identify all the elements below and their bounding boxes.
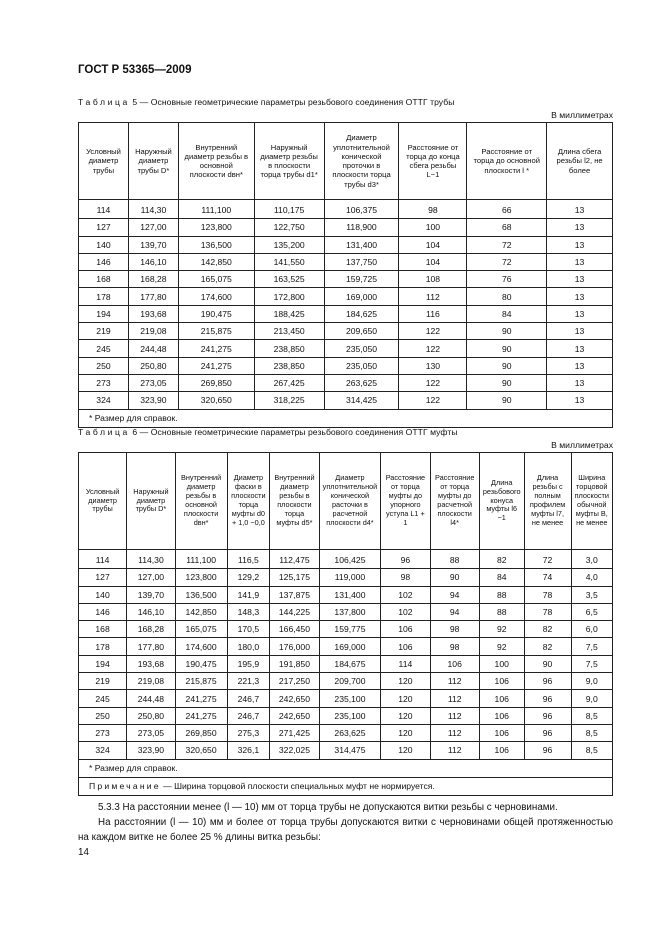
table-cell: 88: [479, 586, 524, 603]
table-cell: 90: [467, 392, 547, 409]
table-cell: 106: [430, 655, 479, 672]
table-cell: 219: [79, 323, 129, 340]
table-cell: 112: [430, 742, 479, 759]
table-cell: 146,10: [127, 603, 176, 620]
table-cell: 112: [430, 673, 479, 690]
note-label: Примечание: [89, 781, 161, 792]
table-cell: 13: [547, 200, 613, 219]
table-row: [79, 323, 613, 340]
table-cell: 322,025: [270, 742, 319, 759]
column-header: Внутренний диаметр резьбы в основной плоскости dвн*: [178, 123, 254, 200]
table-cell: 326,1: [227, 742, 270, 759]
table-cell: 242,650: [270, 707, 319, 724]
table-cell: 273,05: [127, 724, 176, 741]
table-row: [79, 288, 613, 305]
table-row: [79, 305, 613, 322]
table-cell: 320,650: [175, 742, 227, 759]
table-cell: 110,175: [254, 200, 324, 219]
table-cell: 13: [547, 219, 613, 236]
table-cell: 177,80: [128, 288, 178, 305]
table-cell: 131,400: [324, 236, 399, 253]
table5-unit: В миллиметрах: [551, 110, 613, 120]
table-cell: 122: [399, 392, 467, 409]
table-cell: 13: [547, 340, 613, 357]
table-cell: 195,9: [227, 655, 270, 672]
table-cell: 96: [524, 742, 571, 759]
table-cell: 100: [399, 219, 467, 236]
table-cell: 324: [79, 742, 127, 759]
table-cell: 170,5: [227, 621, 270, 638]
table-cell: 168,28: [128, 271, 178, 288]
table-cell: 142,850: [178, 253, 254, 270]
table5-caption: [78, 97, 454, 107]
table-row: [79, 219, 613, 236]
table-cell: 159,725: [324, 271, 399, 288]
column-header: Расстояние от торца до конца сбега резьбы L−1: [399, 123, 467, 200]
table-cell: 190,475: [175, 655, 227, 672]
column-header: Условный диаметр трубы: [79, 453, 127, 550]
table-row: [79, 673, 613, 690]
column-header: Длина сбега резьбы l2, не более: [547, 123, 613, 200]
table-cell: 136,500: [178, 236, 254, 253]
paragraph-5-3-3: 5.3.3 На расстоянии менее (l — 10) мм от торца трубы не допускаются витки резьбы с черновинами.: [98, 802, 558, 813]
table-cell: 119,000: [319, 569, 381, 586]
table-cell: 72: [467, 253, 547, 270]
table-cell: 98: [399, 200, 467, 219]
table-cell: 116,5: [227, 550, 270, 569]
table-cell: 94: [430, 586, 479, 603]
table-row: [79, 271, 613, 288]
table-cell: 122: [399, 340, 467, 357]
column-header: Расстояние от торца муфты до расчетной плоскости l4*: [430, 453, 479, 550]
table-row: [79, 569, 613, 586]
table-cell: 135,200: [254, 236, 324, 253]
table-cell: 106: [479, 690, 524, 707]
table-cell: 6,5: [571, 603, 612, 620]
table-cell: 148,3: [227, 603, 270, 620]
table-cell: 98: [381, 569, 430, 586]
table-cell: 244,48: [127, 690, 176, 707]
table-cell: 318,225: [254, 392, 324, 409]
page-number: 14: [78, 847, 89, 858]
table-cell: 90: [467, 374, 547, 391]
table-row: [79, 603, 613, 620]
table-cell: 106: [479, 673, 524, 690]
table-cell: 263,625: [324, 374, 399, 391]
table-row: [79, 392, 613, 409]
table-cell: 78: [524, 603, 571, 620]
table-cell: 100: [479, 655, 524, 672]
table-cell: 323,90: [127, 742, 176, 759]
table-cell: 92: [479, 638, 524, 655]
table-cell: 90: [467, 357, 547, 374]
table-cell: 174,600: [175, 638, 227, 655]
table-cell: 120: [381, 724, 430, 741]
table-row: [79, 638, 613, 655]
table-cell: 114: [381, 655, 430, 672]
table-cell: 178: [79, 288, 129, 305]
table-cell: 106,425: [319, 550, 381, 569]
table-cell: 111,100: [175, 550, 227, 569]
table5-footnote: * Размер для справок.: [79, 409, 613, 427]
table-cell: 66: [467, 200, 547, 219]
table-cell: 116: [399, 305, 467, 322]
table6-number: 6: [132, 427, 138, 437]
table-cell: 102: [381, 586, 430, 603]
table-cell: 139,70: [128, 236, 178, 253]
table-cell: 7,5: [571, 638, 612, 655]
table-cell: 111,100: [178, 200, 254, 219]
table5-header-row: [79, 123, 613, 200]
table-cell: 215,875: [178, 323, 254, 340]
table-cell: 219,08: [127, 673, 176, 690]
table-cell: 267,425: [254, 374, 324, 391]
table-cell: 273: [79, 724, 127, 741]
column-header: Диаметр уплотнительной конической расточки в расчетной плоскости d4*: [319, 453, 381, 550]
table-row: [79, 655, 613, 672]
table-cell: 241,275: [178, 357, 254, 374]
table-cell: 82: [479, 550, 524, 569]
table-cell: 13: [547, 305, 613, 322]
table-cell: 166,450: [270, 621, 319, 638]
table-cell: 122: [399, 374, 467, 391]
table-row: [79, 200, 613, 219]
table-cell: 114,30: [128, 200, 178, 219]
table-cell: 314,475: [319, 742, 381, 759]
table6-body: [79, 550, 613, 796]
table-cell: 142,850: [175, 603, 227, 620]
table-cell: 8,5: [571, 707, 612, 724]
table-cell: 3,0: [571, 550, 612, 569]
column-header: Наружный диаметр трубы D*: [127, 453, 176, 550]
table-row: [79, 724, 613, 741]
note-text: — Ширина торцовой плоскости специальных муфт не нормируется.: [163, 781, 435, 792]
table-cell: 127,00: [127, 569, 176, 586]
table-cell: 169,000: [324, 288, 399, 305]
table-cell: 188,425: [254, 305, 324, 322]
table5-title: — Основные геометрические параметры резьбового соединения ОТТГ трубы: [139, 97, 455, 107]
table-cell: 96: [524, 724, 571, 741]
table6-footnote: * Размер для справок.: [79, 759, 613, 777]
table-cell: 269,850: [178, 374, 254, 391]
table-row: [79, 586, 613, 603]
table-cell: 106: [381, 638, 430, 655]
table-cell: 123,800: [175, 569, 227, 586]
table-cell: 104: [399, 253, 467, 270]
table-cell: 96: [524, 707, 571, 724]
table-cell: 82: [524, 638, 571, 655]
table-cell: 120: [381, 742, 430, 759]
table-cell: 250,80: [128, 357, 178, 374]
table-cell: 168: [79, 621, 127, 638]
table-cell: 78: [524, 586, 571, 603]
table-cell: 9,0: [571, 690, 612, 707]
table-cell: 314,425: [324, 392, 399, 409]
table-cell: 241,275: [175, 690, 227, 707]
table-cell: 140: [79, 236, 129, 253]
table-cell: 123,800: [178, 219, 254, 236]
table-cell: 114: [79, 550, 127, 569]
table-cell: 114: [79, 200, 129, 219]
table-cell: 122: [399, 323, 467, 340]
table-cell: 68: [467, 219, 547, 236]
table-cell: 235,050: [324, 357, 399, 374]
table-cell: 108: [399, 271, 467, 288]
table-cell: 246,7: [227, 690, 270, 707]
table-row: [79, 340, 613, 357]
table-row: [79, 707, 613, 724]
table-row: [79, 742, 613, 759]
table-cell: 184,625: [324, 305, 399, 322]
table-cell: 213,450: [254, 323, 324, 340]
table-cell: 324: [79, 392, 129, 409]
table-cell: 137,750: [324, 253, 399, 270]
table-cell: 114,30: [127, 550, 176, 569]
table-cell: 139,70: [127, 586, 176, 603]
table-cell: 275,3: [227, 724, 270, 741]
table6-title: — Основные геометрические параметры резьбового соединения ОТТГ муфты: [139, 427, 458, 437]
document-code: ГОСТ Р 53365—2009: [78, 64, 192, 76]
table-cell: 215,875: [175, 673, 227, 690]
column-header: Расстояние от торца муфты до упорного уступа L1 + 1: [381, 453, 430, 550]
table-cell: 219,08: [128, 323, 178, 340]
table-cell: 112: [430, 690, 479, 707]
table-cell: 92: [479, 621, 524, 638]
column-header: Диаметр уплотнительной конической проточки в плоскости торца трубы d3*: [324, 123, 399, 200]
table-row: [79, 690, 613, 707]
table-cell: 165,075: [178, 271, 254, 288]
table-cell: 131,400: [319, 586, 381, 603]
table-cell: 146: [79, 603, 127, 620]
table-cell: 217,250: [270, 673, 319, 690]
column-header: Длина резьбы с полным профилем муфты l7, не менее: [524, 453, 571, 550]
table-cell: 235,100: [319, 690, 381, 707]
table-cell: 98: [430, 638, 479, 655]
table-cell: 141,550: [254, 253, 324, 270]
table-cell: 136,500: [175, 586, 227, 603]
table-cell: 72: [467, 236, 547, 253]
table-cell: 273,05: [128, 374, 178, 391]
table-cell: 241,275: [175, 707, 227, 724]
table-cell: 120: [381, 673, 430, 690]
table-cell: 112: [399, 288, 467, 305]
table-cell: 219: [79, 673, 127, 690]
table-cell: 8,5: [571, 724, 612, 741]
table-cell: 7,5: [571, 655, 612, 672]
table-cell: 191,850: [270, 655, 319, 672]
table-row: [79, 253, 613, 270]
table-cell: 106: [479, 742, 524, 759]
table-cell: 146: [79, 253, 129, 270]
table-cell: 88: [479, 603, 524, 620]
table5-label: Таблица: [78, 97, 130, 107]
table-cell: 98: [430, 621, 479, 638]
table-cell: 169,000: [319, 638, 381, 655]
table-cell: 13: [547, 357, 613, 374]
table-cell: 242,650: [270, 690, 319, 707]
table-cell: 112: [430, 707, 479, 724]
table-cell: 238,850: [254, 340, 324, 357]
table-row: [79, 236, 613, 253]
table-cell: 74: [524, 569, 571, 586]
table-cell: 127,00: [128, 219, 178, 236]
table-cell: 245: [79, 690, 127, 707]
table-cell: 140: [79, 586, 127, 603]
table-cell: 168,28: [127, 621, 176, 638]
table-cell: 174,600: [178, 288, 254, 305]
table-cell: 120: [381, 707, 430, 724]
table-cell: 168: [79, 271, 129, 288]
table-cell: 90: [430, 569, 479, 586]
column-header: Расстояние от торца до основной плоскости l *: [467, 123, 547, 200]
table-cell: 241,275: [178, 340, 254, 357]
column-header: Ширина торцовой плоскости обычной муфты B, не менее: [571, 453, 612, 550]
column-header: Внутренний диаметр резьбы в плоскости торца муфты d5*: [270, 453, 319, 550]
table-cell: 104: [399, 236, 467, 253]
table-cell: 269,850: [175, 724, 227, 741]
table-row: [79, 357, 613, 374]
table-cell: 320,650: [178, 392, 254, 409]
table-cell: 193,68: [128, 305, 178, 322]
table-cell: 245: [79, 340, 129, 357]
table-cell: 13: [547, 253, 613, 270]
table-cell: 141,9: [227, 586, 270, 603]
table-cell: 94: [430, 603, 479, 620]
table-cell: 146,10: [128, 253, 178, 270]
table6-note: [79, 777, 613, 795]
table-cell: 80: [467, 288, 547, 305]
table-cell: 193,68: [127, 655, 176, 672]
table-cell: 144,225: [270, 603, 319, 620]
table-cell: 176,000: [270, 638, 319, 655]
table6-caption: [78, 427, 458, 437]
column-header: Длина резьбового конуса муфты l6 −1: [479, 453, 524, 550]
table-cell: 137,875: [270, 586, 319, 603]
table5: [78, 122, 613, 428]
table-cell: 106: [479, 707, 524, 724]
table-cell: 221,3: [227, 673, 270, 690]
table-cell: 88: [430, 550, 479, 569]
table-cell: 122,750: [254, 219, 324, 236]
column-header: Внутренний диаметр резьбы в основной плоскости dвн*: [175, 453, 227, 550]
table-cell: 13: [547, 392, 613, 409]
table-cell: 184,675: [319, 655, 381, 672]
table-cell: 96: [381, 550, 430, 569]
table-cell: 130: [399, 357, 467, 374]
table-cell: 244,48: [128, 340, 178, 357]
table-row: [79, 374, 613, 391]
table-cell: 13: [547, 271, 613, 288]
table-cell: 112: [430, 724, 479, 741]
table-cell: 90: [467, 340, 547, 357]
table-cell: 250: [79, 707, 127, 724]
table-cell: 209,650: [324, 323, 399, 340]
paragraph-continuation: На расстоянии (l — 10) мм и более от торца трубы допускаются витки с черновинами общей протяженностью на каждом витке не более 25 % длины витка резьбы:: [78, 817, 613, 844]
table-cell: 72: [524, 550, 571, 569]
table-cell: 238,850: [254, 357, 324, 374]
table-cell: 263,625: [319, 724, 381, 741]
table-cell: 250: [79, 357, 129, 374]
table-cell: 90: [467, 323, 547, 340]
table-cell: 323,90: [128, 392, 178, 409]
column-header: Диаметр фаски в плоскости торца муфты d0 + 1,0 −0,0: [227, 453, 270, 550]
table-cell: 125,175: [270, 569, 319, 586]
table6-label: Таблица: [78, 427, 130, 437]
table-cell: 209,700: [319, 673, 381, 690]
table-cell: 9,0: [571, 673, 612, 690]
table-cell: 137,800: [319, 603, 381, 620]
table6-unit: В миллиметрах: [551, 440, 613, 450]
table-cell: 235,100: [319, 707, 381, 724]
table-cell: 8,5: [571, 742, 612, 759]
column-header: Наружный диаметр трубы D*: [128, 123, 178, 200]
table-cell: 82: [524, 621, 571, 638]
table-row: [79, 550, 613, 569]
table-cell: 13: [547, 288, 613, 305]
table-cell: 4,0: [571, 569, 612, 586]
table-cell: 120: [381, 690, 430, 707]
table-cell: 6,0: [571, 621, 612, 638]
table5-body: [79, 200, 613, 428]
table-cell: 273: [79, 374, 129, 391]
table-cell: 177,80: [127, 638, 176, 655]
table-cell: 159,775: [319, 621, 381, 638]
table-cell: 178: [79, 638, 127, 655]
table6-header-row: [79, 453, 613, 550]
table-cell: 190,475: [178, 305, 254, 322]
table-cell: 13: [547, 323, 613, 340]
table-cell: 180,0: [227, 638, 270, 655]
table-cell: 172,800: [254, 288, 324, 305]
table-cell: 235,050: [324, 340, 399, 357]
table-cell: 106: [479, 724, 524, 741]
table6: [78, 452, 613, 796]
table5-number: 5: [132, 97, 138, 107]
table-cell: 76: [467, 271, 547, 288]
table-cell: 106,375: [324, 200, 399, 219]
table-cell: 112,475: [270, 550, 319, 569]
table-cell: 165,075: [175, 621, 227, 638]
table-cell: 250,80: [127, 707, 176, 724]
table-cell: 246,7: [227, 707, 270, 724]
table-cell: 163,525: [254, 271, 324, 288]
table-cell: 194: [79, 655, 127, 672]
table-row: [79, 621, 613, 638]
table-cell: 106: [381, 621, 430, 638]
table-cell: 127: [79, 219, 129, 236]
body-text: [78, 800, 613, 846]
table-cell: 127: [79, 569, 127, 586]
table-cell: 129,2: [227, 569, 270, 586]
table-cell: 90: [524, 655, 571, 672]
table-cell: 3,5: [571, 586, 612, 603]
table-cell: 13: [547, 236, 613, 253]
table-cell: 96: [524, 673, 571, 690]
table-cell: 118,900: [324, 219, 399, 236]
table-cell: 194: [79, 305, 129, 322]
table-cell: 102: [381, 603, 430, 620]
column-header: Наружный диаметр резьбы в плоскости торца трубы d1*: [254, 123, 324, 200]
table-cell: 271,425: [270, 724, 319, 741]
table-cell: 84: [479, 569, 524, 586]
table-cell: 96: [524, 690, 571, 707]
table-cell: 13: [547, 374, 613, 391]
table-cell: 84: [467, 305, 547, 322]
column-header: Условный диаметр трубы: [79, 123, 129, 200]
